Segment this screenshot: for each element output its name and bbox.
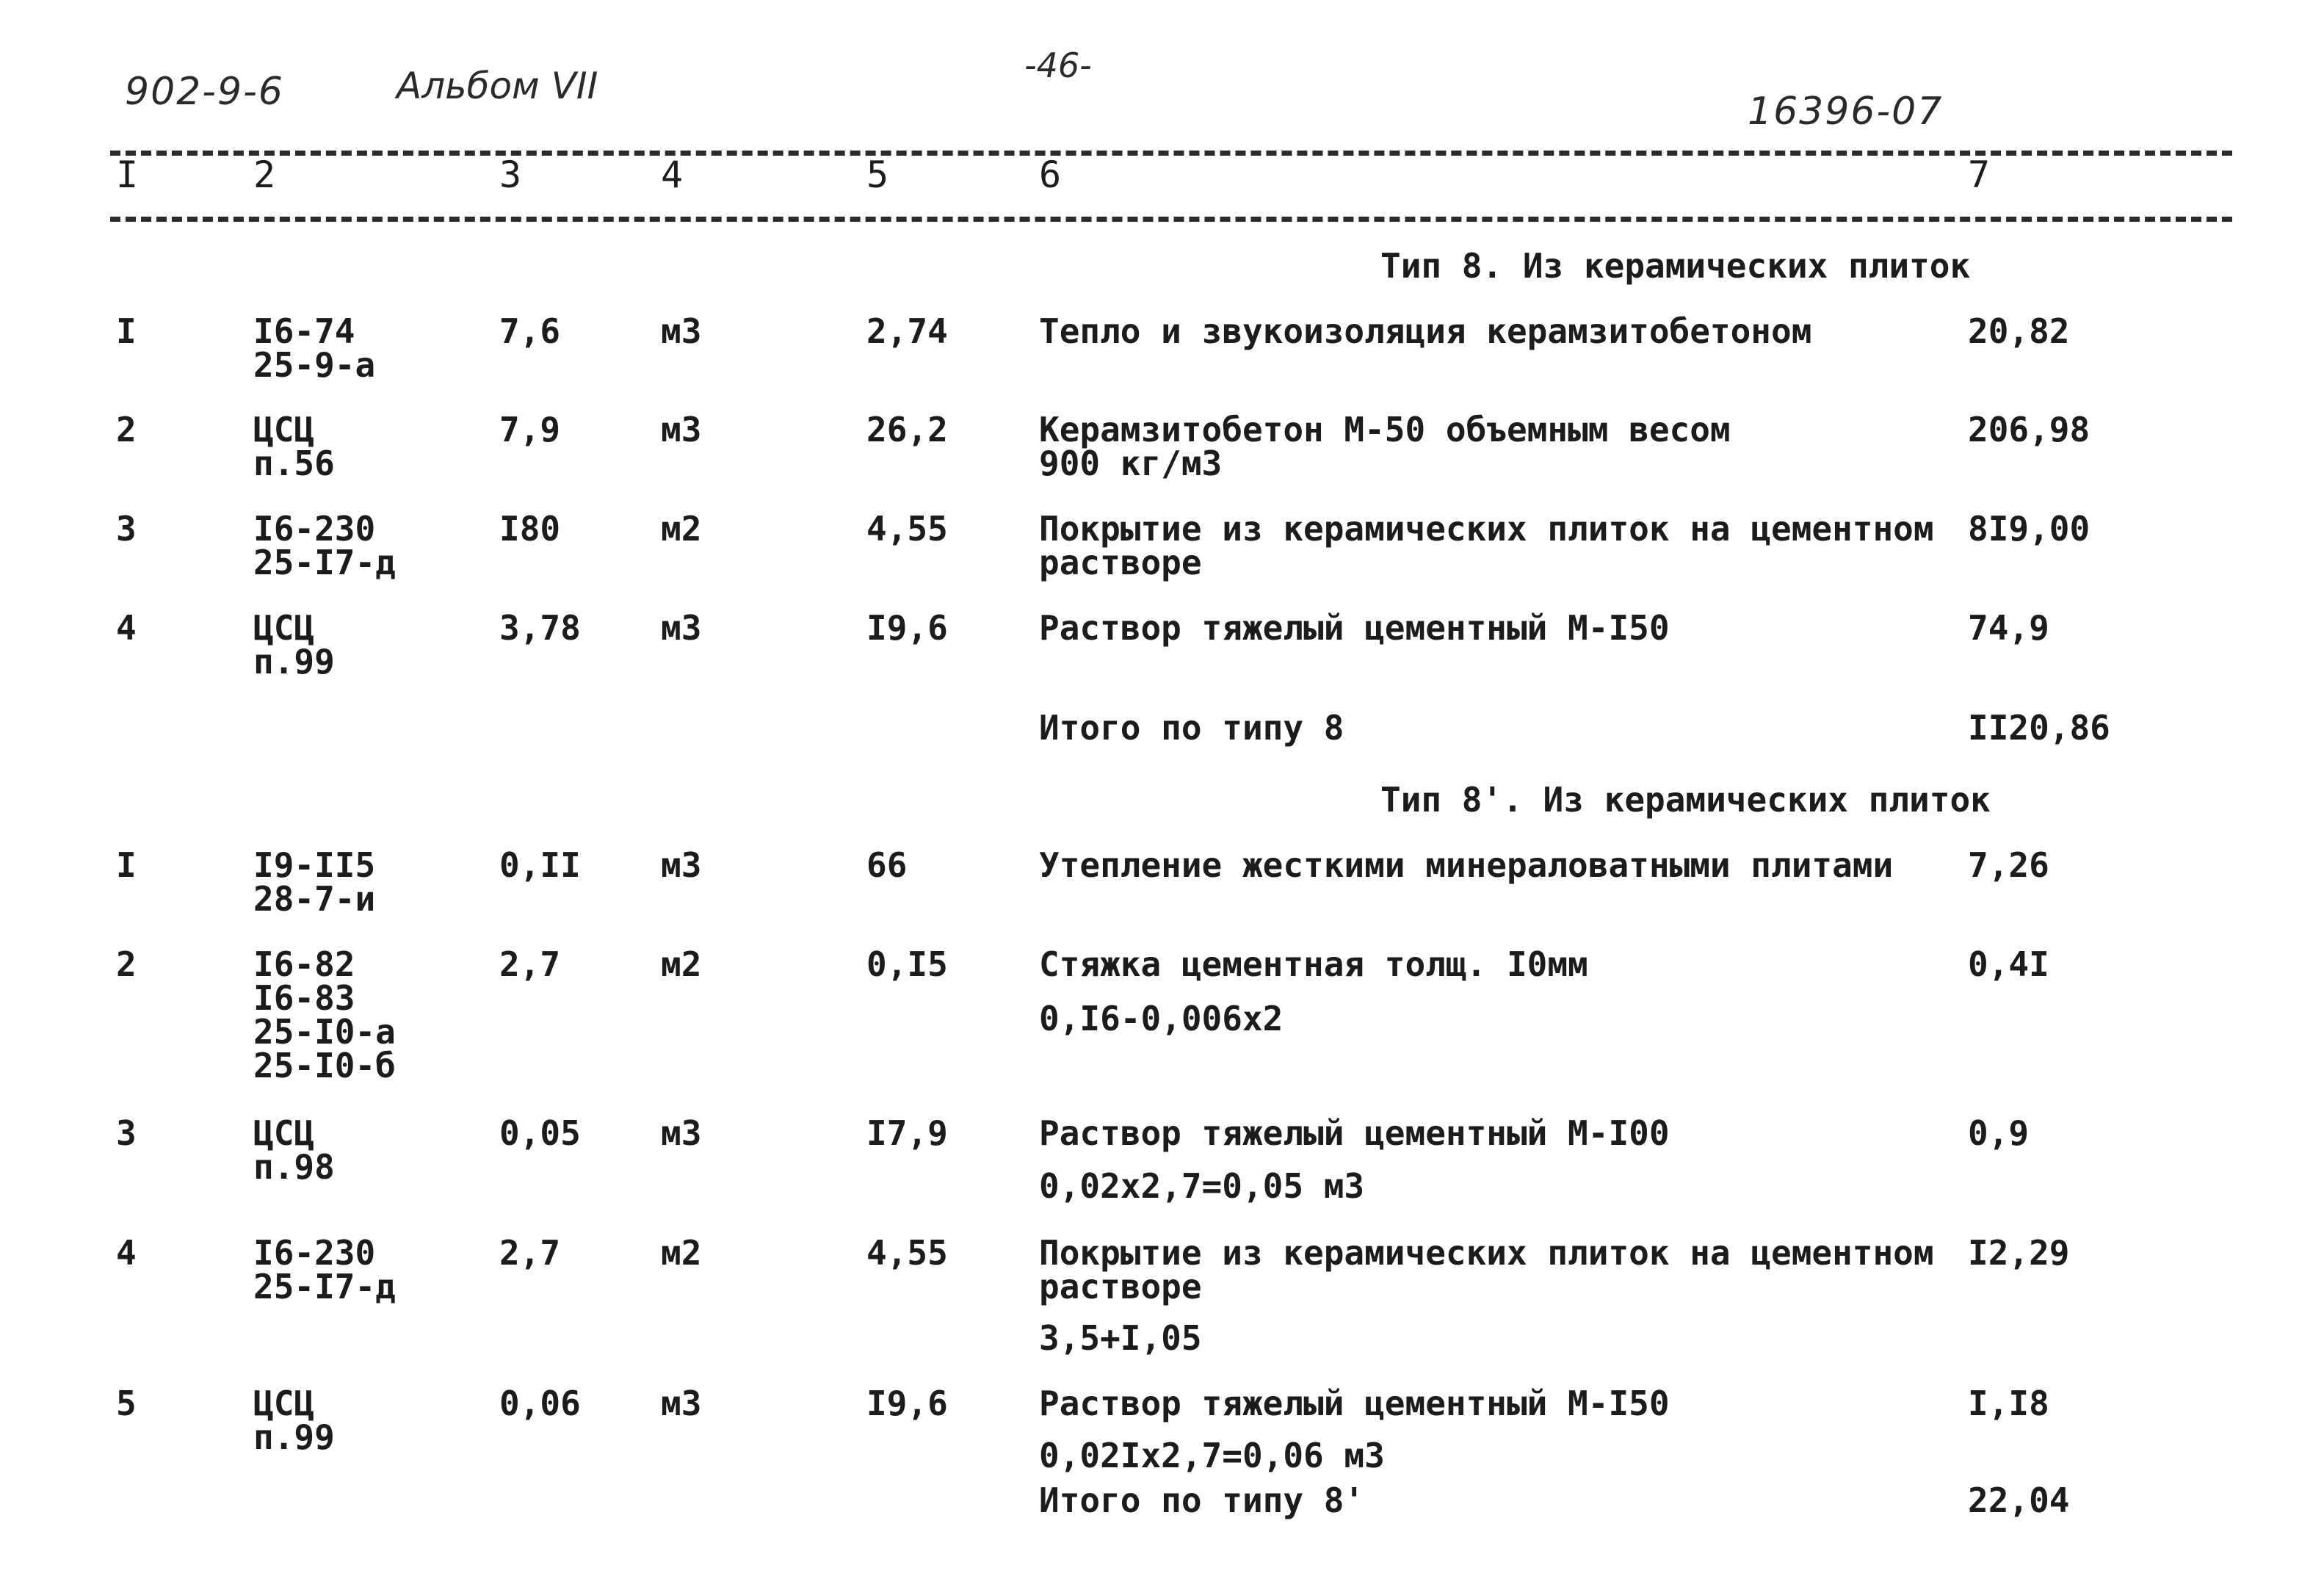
row-code: I6-230 25-I7-д (253, 1233, 396, 1306)
row-quantity: I80 (499, 509, 561, 549)
section-title: Тип 8. Из керамических плиток (1380, 246, 1971, 286)
section-total-value: 22,04 (1968, 1481, 2070, 1520)
row-quantity: 0,06 (499, 1384, 581, 1423)
row-sum: 206,98 (1968, 410, 2090, 449)
row-number: 5 (116, 1384, 137, 1423)
row-sum: 8I9,00 (1968, 509, 2090, 549)
row-price: I9,6 (866, 608, 948, 648)
row-unit: м2 (661, 509, 702, 549)
row-unit: м3 (661, 845, 702, 885)
row-description: Керамзитобетон М-50 объемным весом 900 кг/м3 (1039, 410, 1731, 483)
row-unit: м2 (661, 944, 702, 984)
row-price: 66 (866, 845, 908, 885)
row-price: 4,55 (866, 509, 948, 549)
archive-stamp-number: 16396-07 (1748, 90, 1944, 134)
row-quantity: 7,9 (499, 410, 561, 449)
row-quantity: 7,6 (499, 311, 561, 351)
column-header-3: 3 (499, 153, 522, 196)
row-number: 2 (116, 944, 137, 984)
row-price: I7,9 (866, 1113, 948, 1153)
row-description: Утепление жесткими минераловатными плитами (1039, 845, 1894, 885)
row-quantity: 2,7 (499, 1233, 561, 1273)
row-sum: I2,29 (1968, 1233, 2070, 1273)
row-sum: 7,26 (1968, 845, 2049, 885)
row-sum: 0,4I (1968, 944, 2049, 984)
row-description: Раствор тяжелый цементный М-I50 (1039, 1384, 1670, 1423)
row-quantity: 0,II (499, 845, 581, 885)
row-unit: м3 (661, 311, 702, 351)
row-code: I6-230 25-I7-д (253, 509, 396, 582)
album-label: Альбом VII (397, 65, 598, 107)
row-description: Раствор тяжелый цементный М-I00 (1039, 1113, 1670, 1153)
row-number: 4 (116, 1233, 137, 1273)
column-header-4: 4 (661, 153, 684, 196)
row-code: ЦСЦ п.99 (253, 608, 335, 682)
row-price: 2,74 (866, 311, 948, 351)
row-description: Стяжка цементная толщ. I0мм (1039, 944, 1588, 984)
row-code: I6-74 25-9-а (253, 311, 376, 385)
row-code: ЦСЦ п.56 (253, 410, 335, 483)
row-number: I (116, 311, 137, 351)
row-code: I6-82 I6-83 25-I0-а 25-I0-б (253, 944, 396, 1085)
column-header-1: I (116, 153, 139, 196)
row-description: Раствор тяжелый цементный М-I50 (1039, 608, 1670, 648)
row-unit: м3 (661, 1113, 702, 1153)
row-unit: м2 (661, 1233, 702, 1273)
column-header-6: 6 (1039, 153, 1062, 196)
row-price: 0,I5 (866, 944, 948, 984)
row-unit: м3 (661, 608, 702, 648)
row-price: I9,6 (866, 1384, 948, 1423)
row-description: Покрытие из керамических плиток на цементном растворе (1039, 1233, 1934, 1306)
row-number: I (116, 845, 137, 885)
row-calculation-note: 0,02х2,7=0,05 м3 (1039, 1166, 1365, 1206)
column-header-2: 2 (253, 153, 276, 196)
row-code: ЦСЦ п.98 (253, 1113, 335, 1187)
row-unit: м3 (661, 1384, 702, 1423)
row-number: 3 (116, 1113, 137, 1153)
column-header-7: 7 (1968, 153, 1991, 196)
row-sum: 0,9 (1968, 1113, 2030, 1153)
column-header-5: 5 (866, 153, 889, 196)
row-code: I9-II5 28-7-и (253, 845, 376, 919)
row-price: 26,2 (866, 410, 948, 449)
row-code: ЦСЦ п.99 (253, 1384, 335, 1457)
row-calculation-note: 0,02Iх2,7=0,06 м3 (1039, 1436, 1385, 1475)
row-number: 4 (116, 608, 137, 648)
row-quantity: 3,78 (499, 608, 581, 648)
row-quantity: 2,7 (499, 944, 561, 984)
row-sum: 74,9 (1968, 608, 2049, 648)
header-rule-bottom (110, 217, 2232, 222)
row-number: 2 (116, 410, 137, 449)
row-quantity: 0,05 (499, 1113, 581, 1153)
header-rule-top (110, 151, 2232, 156)
section-total-value: II20,86 (1968, 708, 2110, 748)
row-price: 4,55 (866, 1233, 948, 1273)
row-unit: м3 (661, 410, 702, 449)
row-sum: I,I8 (1968, 1384, 2049, 1423)
row-description: Тепло и звукоизоляция керамзитобетоном (1039, 311, 1812, 351)
row-calculation-note: 0,I6-0,006х2 (1039, 999, 1284, 1038)
page-number: -46- (1024, 46, 1092, 85)
row-number: 3 (116, 509, 137, 549)
section-total-label: Итого по типу 8' (1039, 1481, 1365, 1520)
row-sum: 20,82 (1968, 311, 2070, 351)
document-code: 902-9-6 (125, 70, 284, 114)
section-title: Тип 8'. Из керамических плиток (1380, 780, 1991, 820)
row-description: Покрытие из керамических плиток на цементном растворе (1039, 509, 1934, 582)
section-total-label: Итого по типу 8 (1039, 708, 1344, 748)
row-calculation-note: 3,5+I,05 (1039, 1318, 1202, 1358)
